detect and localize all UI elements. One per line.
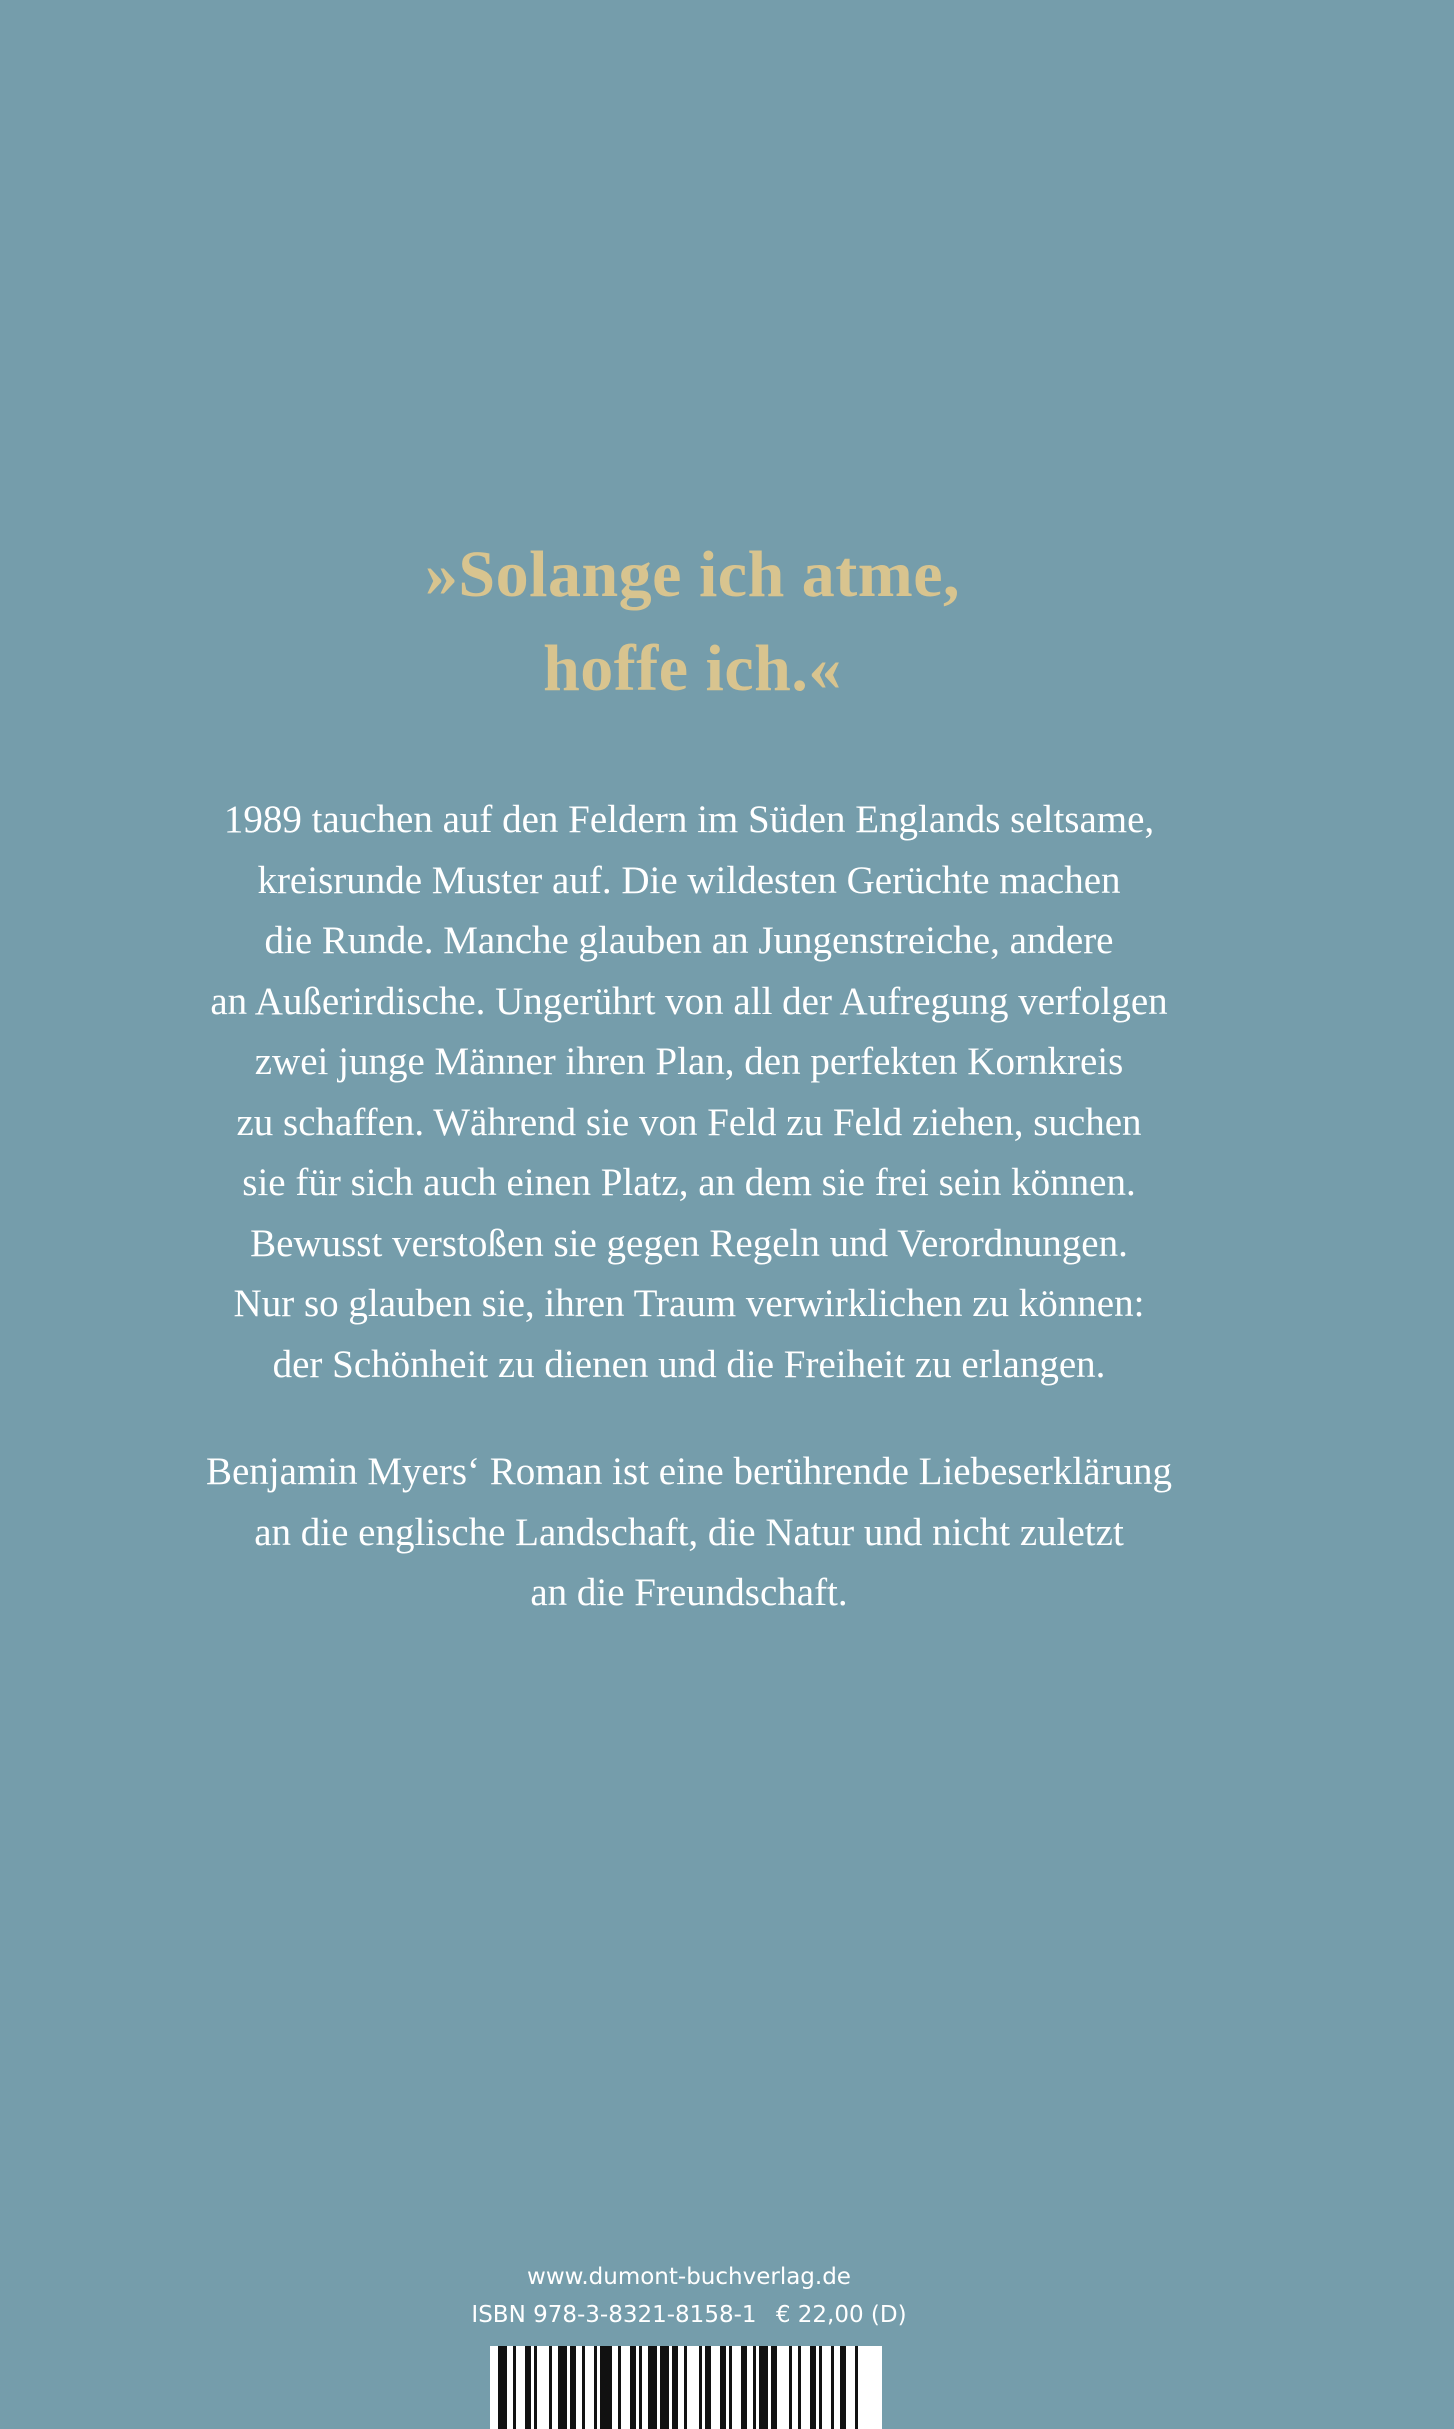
barcode-bar — [753, 2346, 756, 2429]
barcode-bar — [582, 2346, 585, 2429]
tagline-quote — [0, 528, 1385, 716]
blurb-line: zwei junge Männer ihren Plan, den perfekten Kornkreis — [254, 1040, 1124, 1083]
quote-line: hoffe ich.« — [543, 632, 842, 705]
barcode-bar — [741, 2346, 747, 2429]
barcode-bar — [618, 2346, 621, 2429]
barcode-bar — [684, 2346, 687, 2429]
barcode-bar — [855, 2346, 858, 2429]
barcode-bar — [672, 2346, 678, 2429]
barcode-bar — [639, 2346, 642, 2429]
barcode-bar — [831, 2346, 834, 2429]
barcode-bar — [759, 2346, 768, 2429]
blurb-paragraph-1 — [0, 790, 1378, 1395]
blurb-paragraph-2 — [0, 1442, 1378, 1624]
blurb-line: sie für sich auch einen Platz, an dem sie frei sein können. — [242, 1161, 1136, 1204]
isbn-price-line — [0, 2302, 1378, 2328]
barcode-bar — [570, 2346, 576, 2429]
barcode-bar — [840, 2346, 846, 2429]
blurb-line: der Schönheit zu dienen und die Freiheit zu erlangen. — [272, 1342, 1106, 1386]
barcode-bar — [789, 2346, 792, 2429]
blurb-line: Benjamin Myers‘ Roman ist eine berührende Liebeserklärung — [205, 1450, 1173, 1493]
barcode-bar — [720, 2346, 726, 2429]
barcode-bar — [630, 2346, 636, 2429]
barcode-bar — [810, 2346, 816, 2429]
barcode-bar — [600, 2346, 612, 2429]
blurb-line: zu schaffen. Während sie von Feld zu Feld ziehen, suchen — [236, 1100, 1142, 1144]
blurb-line: an Außerirdische. Ungerührt von all der Aufregung verfolgen — [210, 979, 1168, 1023]
barcode-bar — [705, 2346, 711, 2429]
blurb-line: an die Freundschaft. — [530, 1571, 848, 1614]
barcode-bar — [819, 2346, 822, 2429]
barcode-bar — [729, 2346, 732, 2429]
barcode-bar — [513, 2346, 516, 2429]
isbn-number: ISBN 978-3-8321-8158-1 — [471, 2302, 757, 2328]
barcode-bar — [549, 2346, 552, 2429]
barcode-bar — [660, 2346, 669, 2429]
blurb-line: an die englische Landschaft, die Natur und nicht zuletzt — [254, 1510, 1124, 1554]
price: € 22,00 (D) — [775, 2302, 907, 2328]
barcode-bar — [798, 2346, 801, 2429]
barcode-bar — [525, 2346, 531, 2429]
barcode-bar — [498, 2346, 507, 2429]
barcode-bar — [534, 2346, 537, 2429]
blurb-line: Bewusst verstoßen sie gegen Regeln und Verordnungen. — [250, 1221, 1128, 1265]
publisher-website: www.dumont-buchverlag.de — [527, 2264, 851, 2290]
blurb-line: 1989 tauchen auf den Feldern im Süden Englands seltsame, — [223, 798, 1155, 841]
quote-line: »Solange ich atme, — [424, 538, 961, 611]
blurb-line: Nur so glauben sie, ihren Traum verwirklichen zu können: — [233, 1282, 1145, 1325]
blurb-line: die Runde. Manche glauben an Jungenstreiche, andere — [264, 919, 1114, 962]
barcode-bar — [558, 2346, 567, 2429]
barcode-bars — [490, 2346, 882, 2429]
barcode-bar — [594, 2346, 597, 2429]
barcode — [490, 2346, 882, 2429]
barcode-bar — [771, 2346, 777, 2429]
blurb-line: kreisrunde Muster auf. Die wildesten Gerüchte machen — [257, 858, 1121, 902]
barcode-bar — [699, 2346, 702, 2429]
barcode-bar — [648, 2346, 657, 2429]
